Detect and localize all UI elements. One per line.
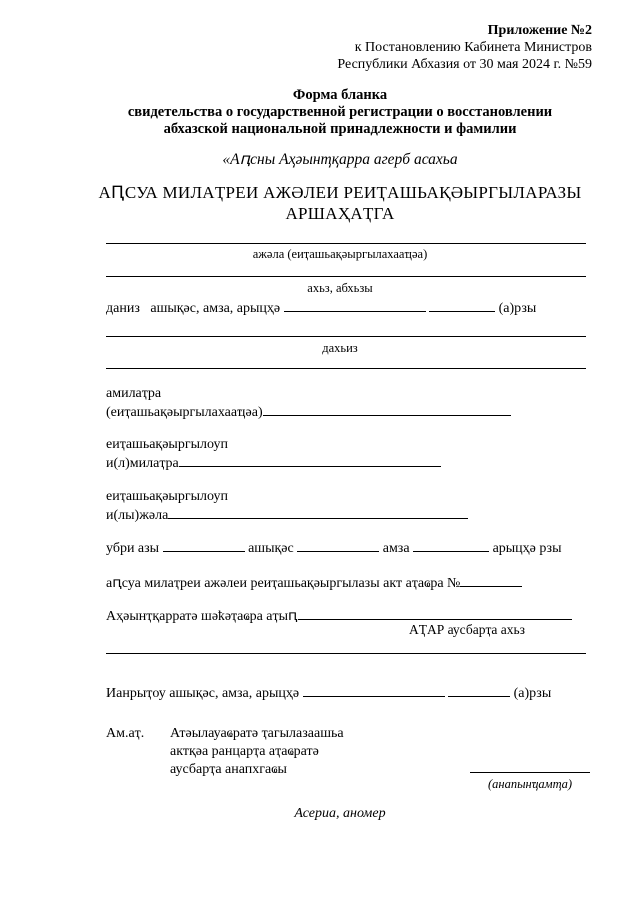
date-label-3: амза (382, 541, 410, 556)
surname-line[interactable] (106, 243, 586, 244)
date-label-4: арыцҳә рзы (492, 541, 562, 556)
restored-nationality-label-2: и(л)милаҭра (106, 456, 179, 471)
name-line[interactable] (106, 276, 586, 277)
restored-nationality-row (106, 436, 441, 472)
birth-date-field[interactable] (284, 298, 426, 312)
restored-nationality-label-1: еиҭашьақәыргылоуп (106, 437, 228, 452)
issue-label: Ианрыҭоу ашықәс, амза, арыцҳә (106, 686, 300, 701)
issue-year-field[interactable] (448, 683, 510, 697)
form-title-line-3: абхазской национальной принадлежности и фамилии (163, 121, 517, 137)
act-record-label: аԥсуа милаҭреи ажәлеи реиҭашьақәыргылазы акт аҭаҩра № (106, 576, 461, 591)
birth-year-field[interactable] (429, 298, 495, 312)
signature-line-1: Атәылауаҩратә ҭагылазаашьа (170, 726, 344, 741)
restored-surname-label-2: и(лы)жәла (106, 508, 169, 523)
name-caption: ахьз, абхьзы (307, 281, 373, 295)
appendix-number: Приложение №2 (487, 23, 592, 38)
surname-caption: ажәла (еиҭашьақәыргылахааҵәа) (252, 247, 428, 261)
issue-date-row (106, 683, 551, 702)
born-prefix: даниз (106, 301, 140, 316)
series-number: Асериа, аномер (294, 806, 386, 821)
restored-nationality-field[interactable] (179, 453, 441, 467)
certificate-heading-line-1: АԤСУА МИЛАҬРЕИ АЖӘЛЕИ РЕИҬАШЬАҚӘЫРГЫЛАРАЗЫ (98, 183, 582, 202)
nationality-label-2: (еиҭашьақәыргылахааҵәа) (106, 405, 263, 420)
act-record-row (106, 573, 522, 592)
act-record-number-field[interactable] (460, 573, 522, 587)
issue-date-field[interactable] (303, 683, 445, 697)
restored-surname-label-1: еиҭашьақәыргылоуп (106, 489, 228, 504)
form-title-line-2: свидетельства о государственной регистрации о восстановлении (127, 104, 553, 120)
date-label-1: убри азы (106, 541, 160, 556)
restored-surname-field[interactable] (168, 505, 468, 519)
nationality-label-1: амилаҭра (106, 386, 162, 401)
birthplace-line-2[interactable] (106, 368, 586, 369)
decision-day-field[interactable] (163, 538, 245, 552)
signature-line[interactable] (470, 772, 590, 773)
nationality-row (106, 385, 511, 421)
date-label-2: ашықәс (248, 541, 294, 556)
birthplace-caption: дахьиз (322, 341, 358, 355)
appendix-line-2: Республики Абхазия от 30 мая 2024 г. №59 (337, 57, 592, 72)
certificate-heading (60, 182, 620, 224)
certificate-heading-line-2: АРШАҲАҬГА (285, 204, 395, 223)
registry-office-label: Аҳәынҭқарратә шәҟәҭаҩра аҭыԥ (106, 609, 298, 624)
born-suffix: (а)рзы (498, 301, 537, 316)
decision-year-field[interactable] (297, 538, 379, 552)
restored-surname-row (106, 488, 468, 524)
decision-date-row (106, 538, 562, 557)
birthplace-line[interactable] (106, 336, 586, 337)
registry-office-field[interactable] (298, 606, 572, 620)
signature-line-2: актқәа ранцарҭа аҭаҩратә (170, 744, 319, 759)
signature-caption: (анапынҵамҭа) (487, 777, 573, 791)
signature-line-3: аусбарҭа анапхгаҩы (170, 762, 287, 777)
signature-authority (170, 725, 344, 779)
authority-line[interactable] (106, 653, 586, 654)
birth-date-row (106, 298, 536, 317)
born-label: ашықәс, амза, арыцҳә (150, 301, 281, 316)
emblem-caption: «Аԥсны Аҳәынҭқарра агерб асахьа (222, 151, 458, 168)
appendix-line-1: к Постановлению Кабинета Министров (354, 40, 592, 55)
appendix-block (337, 22, 592, 73)
authority-caption: АҬАР аусбарҭа ахьз (409, 622, 525, 637)
seal-abbreviation: Ам.аҭ. (106, 726, 145, 741)
issue-suffix: (а)рзы (513, 686, 552, 701)
decision-month-field[interactable] (413, 538, 489, 552)
form-title-line-1: Форма бланка (292, 87, 388, 103)
form-title (60, 87, 620, 138)
nationality-field[interactable] (263, 402, 511, 416)
